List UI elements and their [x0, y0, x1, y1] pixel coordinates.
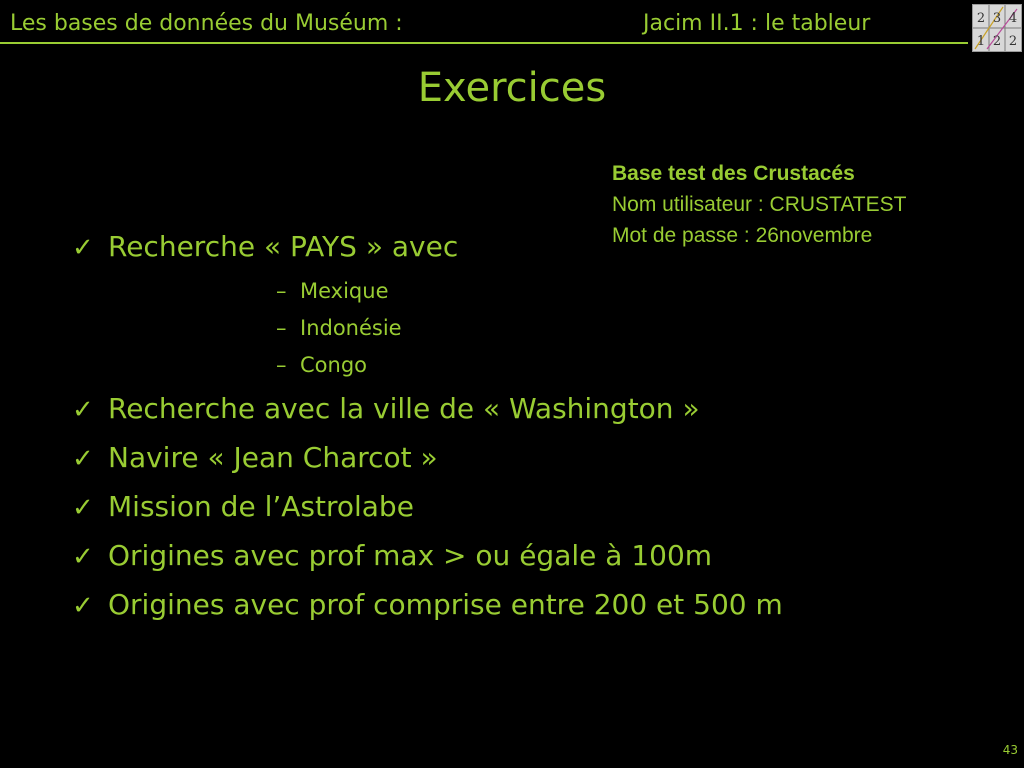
bullet-text: Navire « Jean Charcot » — [108, 441, 438, 474]
header-left-title: Les bases de données du Muséum : — [10, 11, 403, 36]
logo-cell-4: 1 — [976, 34, 986, 49]
logo-cell-2: 3 — [992, 11, 1002, 26]
bullet-item — [72, 538, 712, 575]
sub-bullet-text: Indonésie — [300, 316, 402, 340]
bullet-item — [72, 587, 783, 624]
header-right-title: Jacim II.1 : le tableur — [643, 11, 871, 36]
logo-cell-3: 4 — [1008, 11, 1018, 26]
check-icon: ✓ — [72, 542, 94, 572]
check-icon: ✓ — [72, 233, 94, 263]
credentials-password: Mot de passe : 26novembre — [612, 224, 873, 247]
bullet-text: Recherche avec la ville de « Washington » — [108, 392, 700, 425]
credentials-box — [612, 158, 906, 251]
grid-tiles-logo-icon — [972, 4, 1022, 52]
credentials-username: Nom utilisateur : CRUSTATEST — [612, 193, 907, 216]
logo-cell-6: 2 — [1008, 34, 1018, 49]
sub-bullet-item — [276, 277, 389, 305]
bullet-text: Origines avec prof comprise entre 200 et 500 m — [108, 588, 783, 621]
header-divider — [0, 42, 968, 44]
bullet-text: Origines avec prof max > ou égale à 100m — [108, 539, 713, 572]
sub-bullet-text: Congo — [300, 353, 367, 377]
sub-bullet-item — [276, 314, 402, 342]
check-icon: ✓ — [72, 493, 94, 523]
check-icon: ✓ — [72, 395, 94, 425]
page-number: 43 — [1002, 743, 1018, 757]
logo-cell-5: 2 — [992, 34, 1002, 49]
sub-bullet-text: Mexique — [300, 279, 389, 303]
bullet-text: Recherche « PAYS » avec — [108, 230, 459, 263]
dash-icon: – — [276, 279, 287, 303]
check-icon: ✓ — [72, 591, 94, 621]
logo-graphic — [973, 5, 1021, 51]
dash-icon: – — [276, 316, 287, 340]
credentials-heading: Base test des Crustacés — [612, 162, 855, 185]
bullet-text: Mission de l’Astrolabe — [108, 490, 414, 523]
dash-icon: – — [276, 353, 287, 377]
logo-cell-1: 2 — [976, 11, 986, 26]
slide-title: Exercices — [417, 65, 607, 111]
bullet-item — [72, 440, 438, 477]
check-icon: ✓ — [72, 444, 94, 474]
bullet-item — [72, 489, 414, 526]
bullet-item — [72, 391, 700, 428]
bullet-item — [72, 229, 458, 266]
sub-bullet-item — [276, 351, 367, 379]
